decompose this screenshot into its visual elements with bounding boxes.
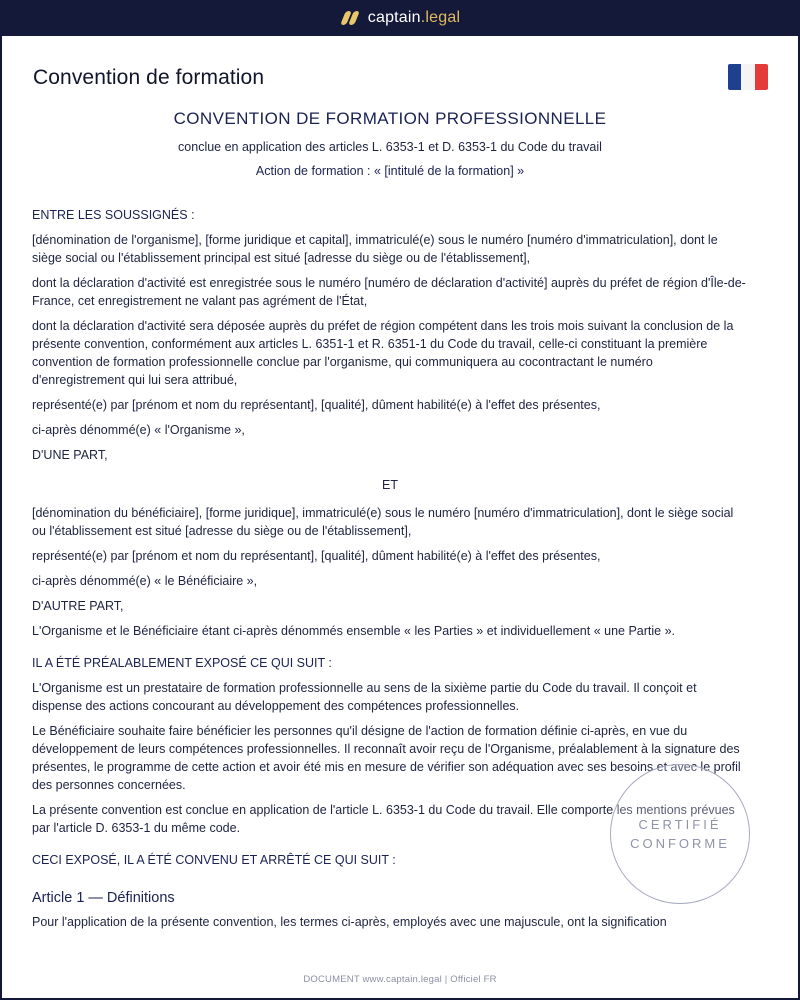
- paragraph-beneficiary-representative: représenté(e) par [prénom et nom du représentant], [qualité], dûment habilité(e) à l'effet des présentes,: [32, 549, 601, 563]
- paragraph-preamble-organisation: L'Organisme est un prestataire de formation professionnelle au sens de la sixième partie du Code du travail. Il conçoit et dispense des actions concourant au développement des compétences professionnelles.: [32, 681, 697, 713]
- paragraph-activity-registered: dont la déclaration d'activité est enregistrée sous le numéro [numéro de déclaration d'activité] auprès du préfet de région d'Île-de-France, cet enregistrement ne valant pas agrément de l'État,: [32, 276, 746, 308]
- paragraph-article-1-intro: Pour l'application de la présente convention, les termes ci-après, employés avec une majuscule, ont la signification: [32, 915, 667, 929]
- section-heading-preamble: IL A ÉTÉ PRÉALABLEMENT EXPOSÉ CE QUI SUIT :: [32, 656, 332, 670]
- france-flag-icon: [728, 64, 768, 90]
- stamp-line-1: CERTIFIÉ: [638, 817, 722, 832]
- document-sheet: [2, 36, 798, 998]
- paragraph-first-party: D'UNE PART,: [32, 448, 108, 462]
- captain-legal-logo-icon: [340, 10, 360, 26]
- stamp-line-2: CONFORME: [630, 836, 730, 851]
- paragraph-organisation-alias: ci-après dénommé(e) « l'Organisme »,: [32, 423, 245, 437]
- paragraph-organisation-identity: [dénomination de l'organisme], [forme juridique et capital], immatriculé(e) sous le numéro [numéro d'immatriculation], dont le siège social ou l'établissement principal est situé [adresse du siège ou de l'établissement],: [32, 233, 718, 265]
- paragraph-parties-definition: L'Organisme et le Bénéficiaire étant ci-après dénommés ensemble « les Parties » et individuellement « une Partie ».: [32, 624, 676, 638]
- brand-name-part1: captain: [367, 9, 421, 26]
- paragraph-preamble-legal-basis: La présente convention est conclue en application de l'article L. 6353-1 du Code du travail. Elle comporte les mentions prévues par l'article D. 6353-1 du même code.: [32, 803, 735, 835]
- training-action-line: Action de formation : « [intitulé de la formation] »: [255, 164, 525, 178]
- brand-name: [368, 9, 460, 27]
- paragraph-activity-pending: dont la déclaration d'activité sera déposée auprès du préfet de région compétent dans les trois mois suivant la conclusion de la présente convention, conformément aux articles L. 6351-1 et R. 6351-1 du Code du travail, celle-ci constituant la première convention de formation professionnelle conclue par l'organisme, qui communiquera au cocontractant le numéro d'enregistrement qui lui sera attribué,: [32, 319, 734, 387]
- paragraph-beneficiary-identity: [dénomination du bénéficiaire], [forme juridique], immatriculé(e) sous le numéro [numéro d'immatriculation], dont le siège social ou l'établissement est situé [adresse du siège ou de l'établissement],: [32, 506, 734, 538]
- page-title: Convention de formation: [33, 66, 265, 89]
- document-footer: [2, 940, 798, 998]
- paragraph-organisation-representative: représenté(e) par [prénom et nom du représentant], [qualité], dûment habilité(e) à l'effet des présentes,: [32, 398, 601, 412]
- certified-stamp: [610, 764, 750, 904]
- article-1-title: Article 1 — Définitions: [32, 890, 175, 906]
- top-bar: [0, 0, 800, 36]
- paragraph-preamble-beneficiary: Le Bénéficiaire souhaite faire bénéficier les personnes qu'il désigne de l'action de formation définie ci-après, en vue du développement de leurs compétences professionnelles. Il reconnaît avoir reçu de l'Organisme, préalablement à la signature des présentes, le programme de cette action et avoir été mis en mesure de vérifier son adéquation avec ses besoins et avec le profil des personnes concernées.: [32, 724, 741, 792]
- brand-name-part2: .legal: [420, 9, 461, 26]
- paragraph-second-party: D'AUTRE PART,: [32, 599, 124, 613]
- document-title: CONVENTION DE FORMATION PROFESSIONNELLE: [173, 110, 607, 128]
- paragraph-beneficiary-alias: ci-après dénommé(e) « le Bénéficiaire »,: [32, 574, 258, 588]
- footer-text: DOCUMENT www.captain.legal | Officiel FR: [303, 974, 497, 985]
- section-heading-agreement: CECI EXPOSÉ, IL A ÉTÉ CONVENU ET ARRÊTÉ CE QUI SUIT :: [32, 853, 396, 867]
- section-heading-between: ENTRE LES SOUSSIGNÉS :: [32, 208, 195, 222]
- and-separator: ET: [382, 478, 398, 492]
- document-subtitle: conclue en application des articles L. 6353-1 et D. 6353-1 du Code du travail: [178, 140, 602, 154]
